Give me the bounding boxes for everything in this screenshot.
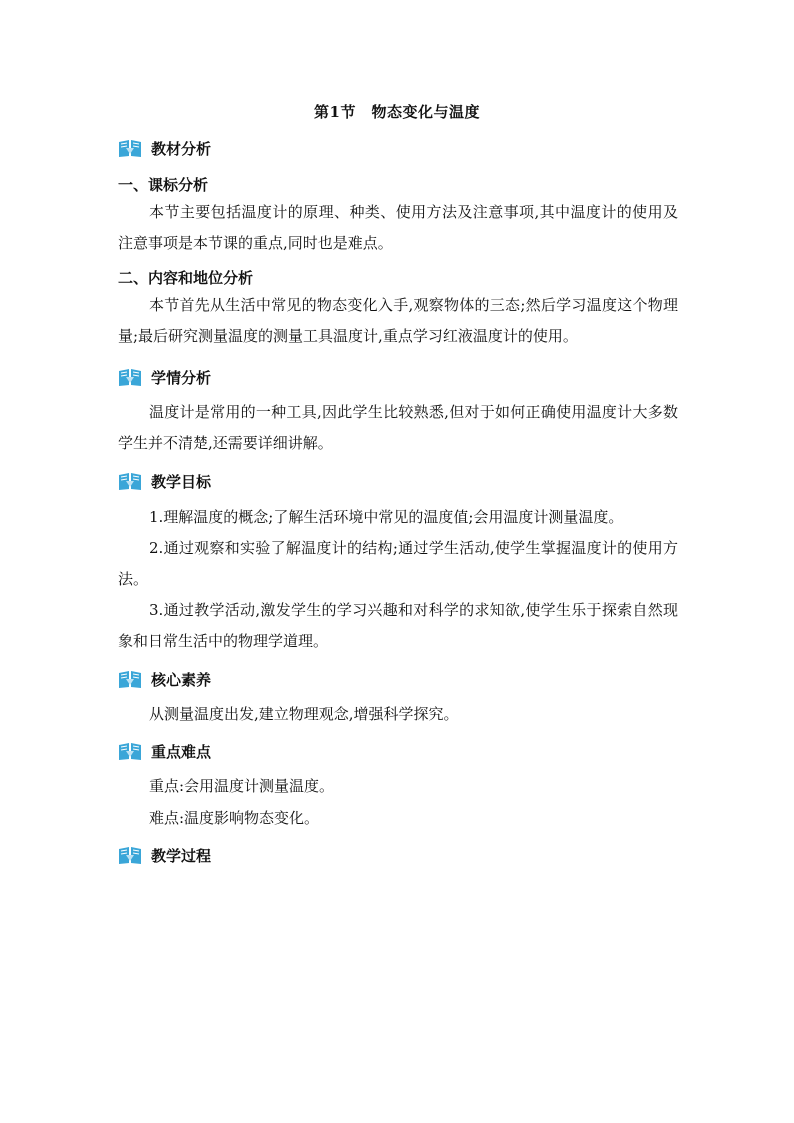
section-header-process xyxy=(118,844,211,866)
paragraph-students: 温度计是常用的一种工具,因此学生比较熟悉,但对于如何正确使用温度计大多数学生并不清楚,还需要详细讲解。 xyxy=(118,403,678,452)
sub-heading-content: 二、内容和地位分析 xyxy=(118,269,254,287)
book-icon xyxy=(118,138,142,158)
section-header-literacy xyxy=(118,668,211,690)
section-heading: 核心素养 xyxy=(151,670,212,689)
section-heading: 学情分析 xyxy=(151,368,212,387)
book-icon xyxy=(118,669,142,689)
goal-item-2: 2.通过观察和实验了解温度计的结构;通过学生活动,使学生掌握温度计的使用方法。 xyxy=(118,539,678,588)
section-header-goals xyxy=(118,470,211,492)
section-header-analysis xyxy=(118,137,211,159)
section-heading: 重点难点 xyxy=(151,742,212,761)
book-icon xyxy=(118,845,142,865)
book-icon xyxy=(118,741,142,761)
section-heading: 教学目标 xyxy=(151,472,212,491)
goal-item-1: 1.理解温度的概念;了解生活环境中常见的温度值;会用温度计测量温度。 xyxy=(149,508,624,526)
book-icon xyxy=(118,471,142,491)
paragraph-difficulty: 难点:温度影响物态变化。 xyxy=(149,809,320,827)
paragraph-focus: 重点:会用温度计测量温度。 xyxy=(149,777,335,795)
section-heading: 教材分析 xyxy=(151,139,212,158)
goal-item-3: 3.通过教学活动,激发学生的学习兴趣和对科学的求知欲,使学生乐于探索自然现象和日常生活中的物理学道理。 xyxy=(118,601,678,650)
section-header-students xyxy=(118,366,211,388)
paragraph-curriculum: 本节主要包括温度计的原理、种类、使用方法及注意事项,其中温度计的使用及注意事项是本节课的重点,同时也是难点。 xyxy=(118,203,678,252)
section-heading: 教学过程 xyxy=(151,846,212,865)
page-title: 第1节 物态变化与温度 xyxy=(314,103,480,121)
paragraph-content: 本节首先从生活中常见的物态变化入手,观察物体的三态;然后学习温度这个物理量;最后研究测量温度的测量工具温度计,重点学习红液温度计的使用。 xyxy=(118,296,678,345)
book-icon xyxy=(118,367,142,387)
sub-heading-curriculum: 一、课标分析 xyxy=(118,176,209,194)
section-header-key xyxy=(118,740,211,762)
paragraph-literacy: 从测量温度出发,建立物理观念,增强科学探究。 xyxy=(149,705,459,723)
